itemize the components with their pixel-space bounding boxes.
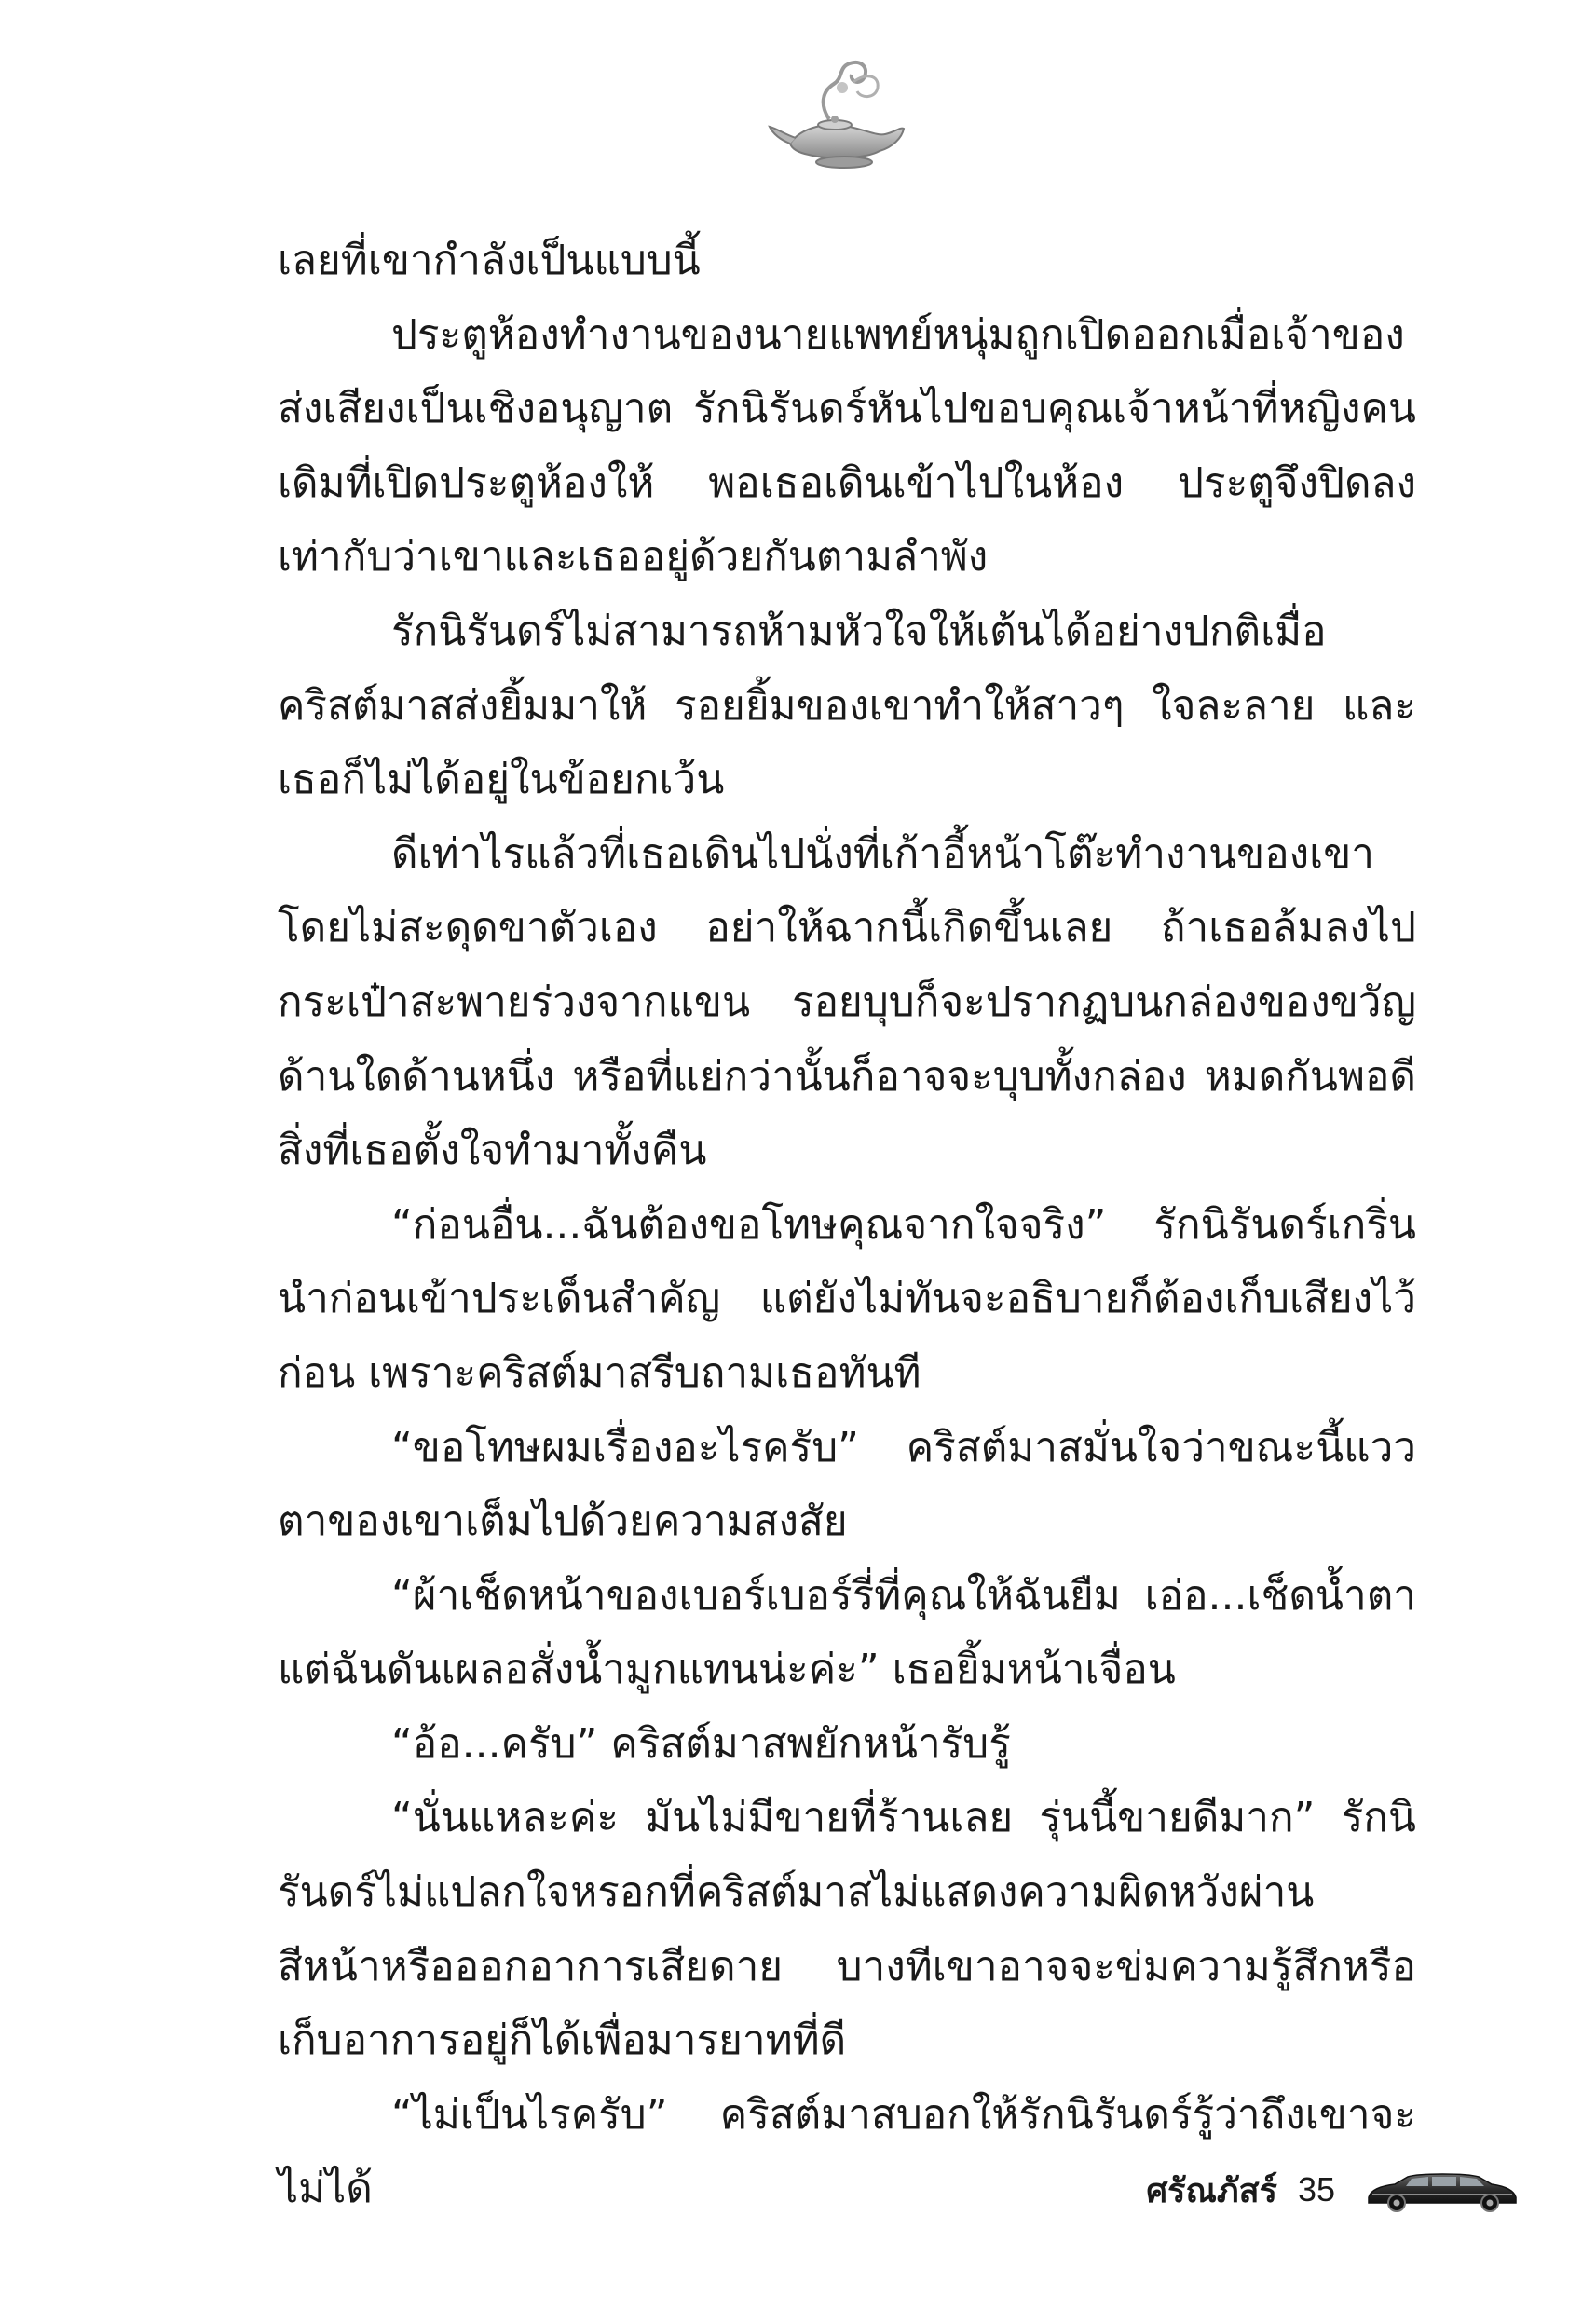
paragraph: “ผ้าเช็ดหน้าของเบอร์เบอร์รี่ที่คุณให้ฉันยืม เอ่อ...เช็ดน้ำตา แต่ฉันดันเผลอสั่งน้ำมูกแทนน่ะค่ะ” เธอยิ้มหน้าเจื่อน bbox=[278, 1571, 1416, 1694]
teapot-genie-icon bbox=[764, 54, 913, 175]
page-number: 35 bbox=[1297, 2170, 1335, 2208]
paragraph: “อ้อ...ครับ” คริสต์มาสพยักหน้ารับรู้ bbox=[391, 1719, 1011, 1768]
body-text bbox=[278, 224, 1416, 2226]
paragraph: รักนิรันดร์ไม่สามารถห้ามหัวใจให้เต้นได้อย่างปกติเมื่อคริสต์มาสส่งยิ้มมาให้ รอยยิ้มของเขาทำให้สาวๆ ใจละลาย และเธอก็ไม่ได้อยู่ในข้อยกเว้น bbox=[278, 607, 1416, 804]
page-footer bbox=[1146, 2162, 1521, 2218]
limousine-icon bbox=[1363, 2162, 1521, 2218]
paragraph: ดีเท่าไรแล้วที่เธอเดินไปนั่งที่เก้าอี้หน้าโต๊ะทำงานของเขาโดยไม่สะดุดขาตัวเอง อย่าให้ฉากนี้เกิดขึ้นเลย ถ้าเธอล้มลงไป กระเป๋าสะพายร่วงจากแขน รอยบุบก็จะปรากฏบนกล่องของขวัญด้านใดด้านหนึ่ง หรือที่แย่กว่านั้นก็อาจจะบุบทั้งกล่อง หมดกันพอดี สิ่งที่เธอตั้งใจทำมาทั้งคืน bbox=[278, 829, 1416, 1175]
paragraph: ประตูห้องทำงานของนายแพทย์หนุ่มถูกเปิดออกเมื่อเจ้าของส่งเสียงเป็นเชิงอนุญาต รักนิรันดร์หันไปขอบคุณเจ้าหน้าที่หญิงคนเดิมที่เปิดประตูห้องให้ พอเธอเดินเข้าไปในห้อง ประตูจึงปิดลง เท่ากับว่าเขาและเธออยู่ด้วยกันตามลำพัง bbox=[278, 310, 1416, 581]
paragraph: “ก่อนอื่น...ฉันต้องขอโทษคุณจากใจจริง” รักนิรันดร์เกริ่นนำก่อนเข้าประเด็นสำคัญ แต่ยังไม่ทันจะอธิบายก็ต้องเก็บเสียงไว้ก่อน เพราะคริสต์มาสรีบถามเธอทันที bbox=[278, 1200, 1416, 1397]
paragraph: เลยที่เขากำลังเป็นแบบนี้ bbox=[278, 237, 701, 284]
paragraph: “ขอโทษผมเรื่องอะไรครับ” คริสต์มาสมั่นใจว่าขณะนี้แววตาของเขาเต็มไปด้วยความสงสัย bbox=[278, 1423, 1416, 1546]
author-name: ศรัณภัสร์ bbox=[1146, 2171, 1277, 2210]
paragraph: “ไม่เป็นไรครับ” คริสต์มาสบอกให้รักนิรันดร์รู้ว่าถึงเขาจะไม่ได้ bbox=[278, 2090, 1416, 2213]
paragraph: “นั่นแหละค่ะ มันไม่มีขายที่ร้านเลย รุ่นนี้ขายดีมาก” รักนิรันดร์ไม่แปลกใจหรอกที่คริสต์มาสไม่แสดงความผิดหวังผ่านสีหน้าหรือออกอาการเสียดาย บางทีเขาอาจจะข่มความรู้สึกหรือเก็บอาการอยู่ก็ได้เพื่อมารยาทที่ดี bbox=[278, 1794, 1416, 2065]
